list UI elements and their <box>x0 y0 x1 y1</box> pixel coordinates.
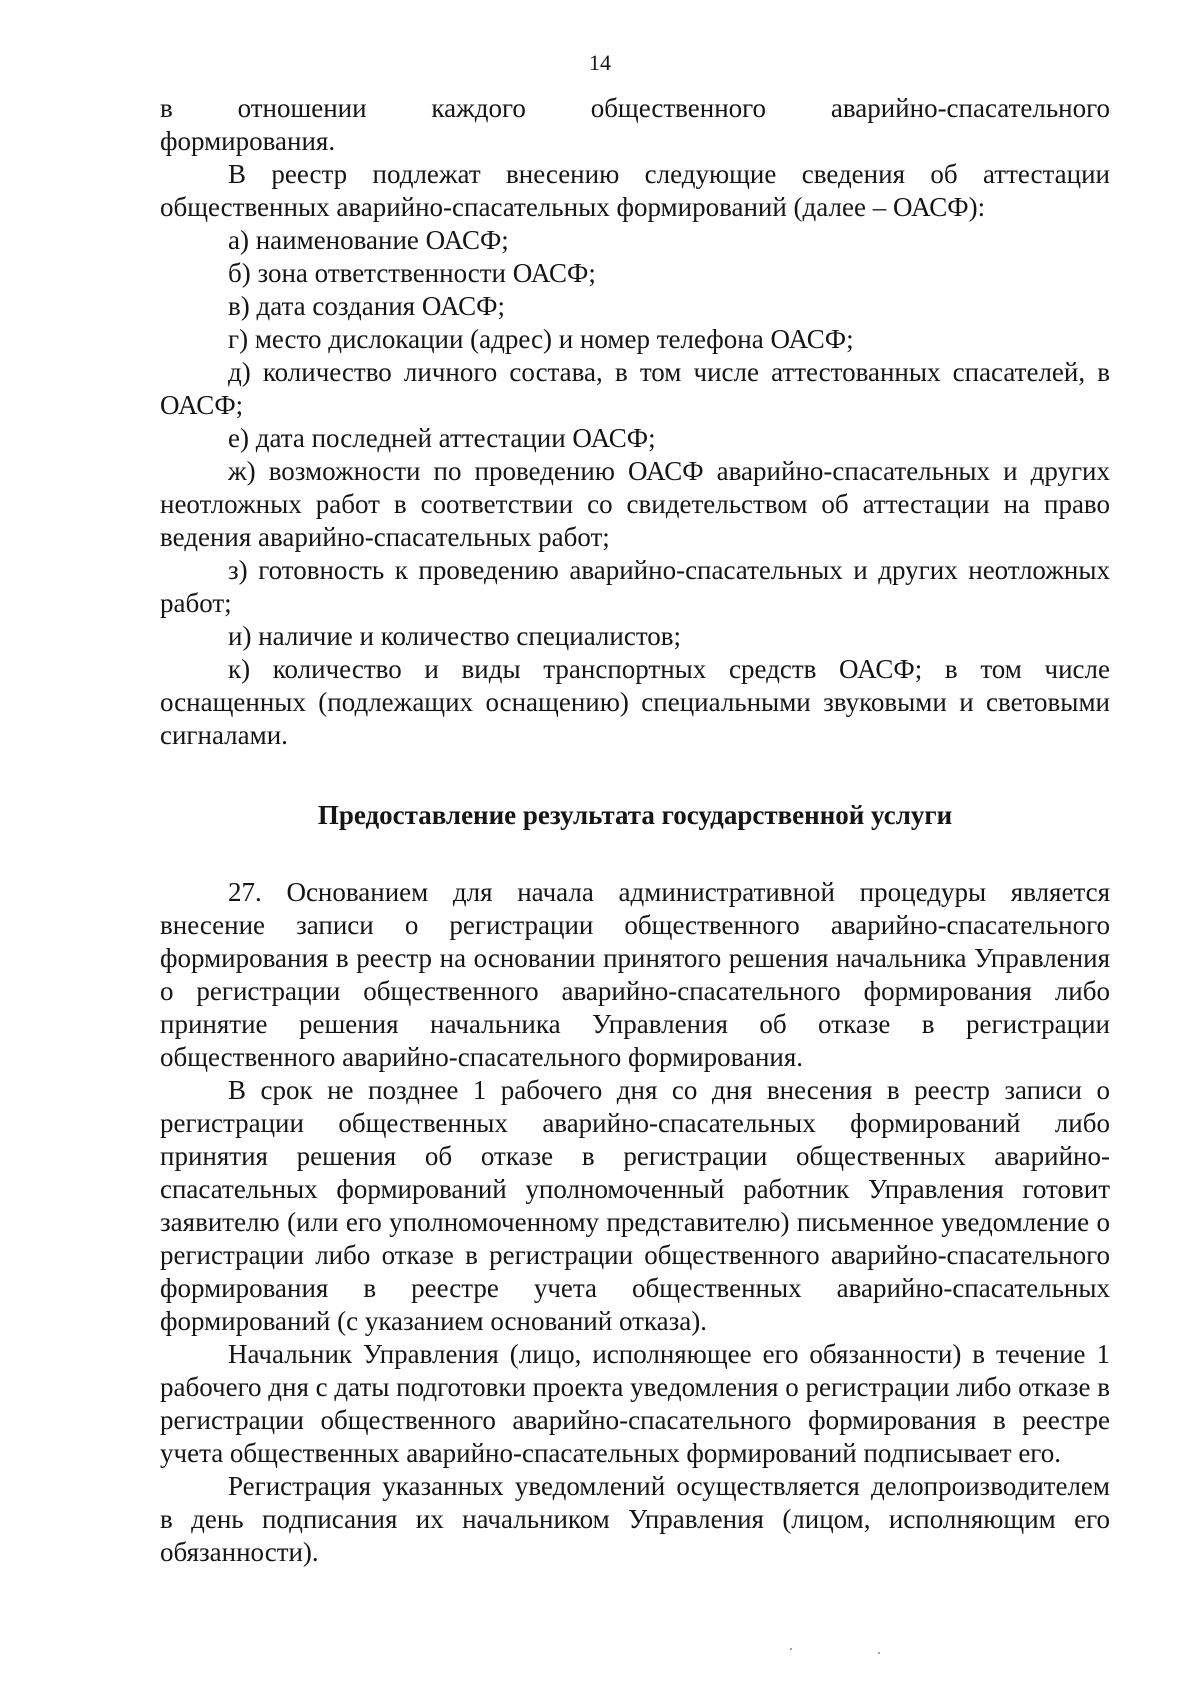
registry-item: д) количество личного состава, в том числе аттестованных спасателей, в ОАСФ; <box>160 357 1110 420</box>
document-body <box>160 92 1110 1569</box>
scan-speck <box>790 1648 792 1650</box>
registry-item: к) количество и виды транспортных средств ОАСФ; в том числе оснащенных (подлежащих оснащению) специальными звуковыми и световыми сигналами. <box>160 654 1110 750</box>
registry-item: е) дата последней аттестации ОАСФ; <box>228 423 656 453</box>
intro-second-line: формирования. <box>160 126 336 156</box>
page-number: 14 <box>589 50 611 75</box>
section-paragraph: 27. Основанием для начала административной процедуры является внесение записи о регистрации общественного аварийно-спасательного формирования в реестр на основании принятого решения начальника Управления о регистрации общественного аварийно-спасательного формирования либо принятие решения начальника Управления об отказе в регистрации общественного аварийно-спасательного формирования. <box>160 877 1110 1072</box>
section-paragraph: Начальник Управления (лицо, исполняющее его обязанности) в течение 1 рабочего дня с даты подготовки проекта уведомления о регистрации либо отказе в регистрации общественного аварийно-спасательного формирования в реестре учета общественных аварийно-спасательных формирований подписывает его. <box>160 1339 1110 1468</box>
registry-item: б) зона ответственности ОАСФ; <box>228 258 596 288</box>
section-paragraph: Регистрация указанных уведомлений осуществляется делопроизводителем в день подписания их начальником Управления (лицом, исполняющим его обязанности). <box>160 1471 1110 1567</box>
scan-speck <box>878 1652 880 1654</box>
intro-first-line: в отношении каждого общественного аварийно-спасательного <box>160 93 1110 123</box>
registry-intro-paragraph: В реестр подлежат внесению следующие сведения об аттестации общественных аварийно-спасательных формирований (далее – ОАСФ): <box>160 159 1110 222</box>
registry-item: ж) возможности по проведению ОАСФ аварийно-спасательных и других неотложных работ в соответствии со свидетельством об аттестации на право ведения аварийно-спасательных работ; <box>160 456 1110 552</box>
section-paragraph: В срок не позднее 1 рабочего дня со дня внесения в реестр записи о регистрации общественных аварийно-спасательных формирований либо принятия решения об отказе в регистрации общественных аварийно-спасательных формирований уполномоченный работник Управления готовит заявителю (или его уполномоченному представителю) письменное уведомление о регистрации либо отказе в регистрации общественного аварийно-спасательного формирования в реестре учета общественных аварийно-спасательных формирований (с указанием оснований отказа). <box>160 1075 1110 1336</box>
registry-item: г) место дислокации (адрес) и номер телефона ОАСФ; <box>228 324 854 354</box>
section-heading: Предоставление результата государственной услуги <box>317 800 953 830</box>
registry-item: а) наименование ОАСФ; <box>228 225 509 255</box>
registry-item: и) наличие и количество специалистов; <box>228 621 682 651</box>
registry-item: в) дата создания ОАСФ; <box>228 291 505 321</box>
registry-item: з) готовность к проведению аварийно-спасательных и других неотложных работ; <box>160 555 1110 618</box>
